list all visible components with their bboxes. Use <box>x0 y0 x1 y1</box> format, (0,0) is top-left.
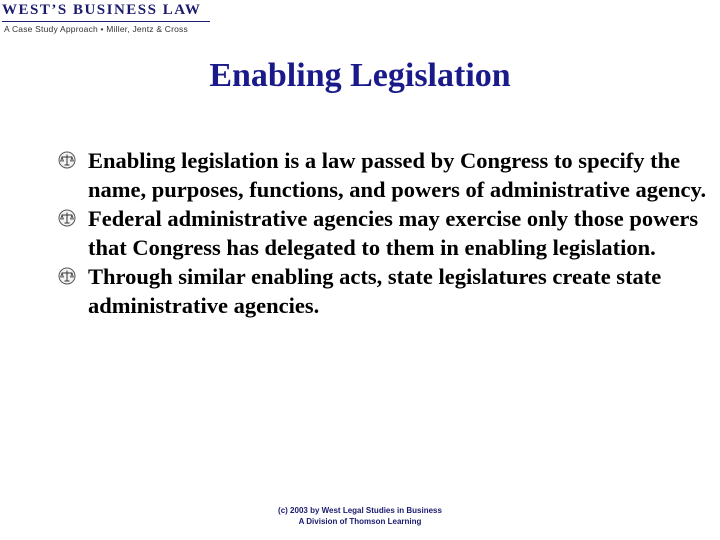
bullet-text: Enabling legislation is a law passed by Congress to specify the name, purposes, functions, and powers of administrative agency. <box>88 148 707 202</box>
logo-title: WEST’S BUSINESS LAW <box>2 2 202 18</box>
scales-of-justice-icon <box>58 267 76 285</box>
publisher-logo <box>2 2 212 36</box>
bullet-text: Federal administrative agencies may exercise only those powers that Congress has delegated to them in enabling legislation. <box>88 206 699 260</box>
logo-divider <box>2 21 210 22</box>
bullet-item <box>58 146 708 204</box>
copyright-footer <box>0 505 720 527</box>
bullet-text: Through similar enabling acts, state legislatures create state administrative agencies. <box>88 264 662 318</box>
copyright-line: (c) 2003 by West Legal Studies in Business <box>278 506 442 515</box>
scales-of-justice-icon <box>58 209 76 227</box>
publisher-division-line: A Division of Thomson Learning <box>298 517 422 526</box>
slide-title: Enabling Legislation <box>209 57 511 94</box>
bullet-list <box>58 146 708 320</box>
bullet-item <box>58 204 708 262</box>
logo-subtitle: A Case Study Approach • Miller, Jentz & Cross <box>4 24 188 34</box>
scales-of-justice-icon <box>58 151 76 169</box>
bullet-item <box>58 262 708 320</box>
